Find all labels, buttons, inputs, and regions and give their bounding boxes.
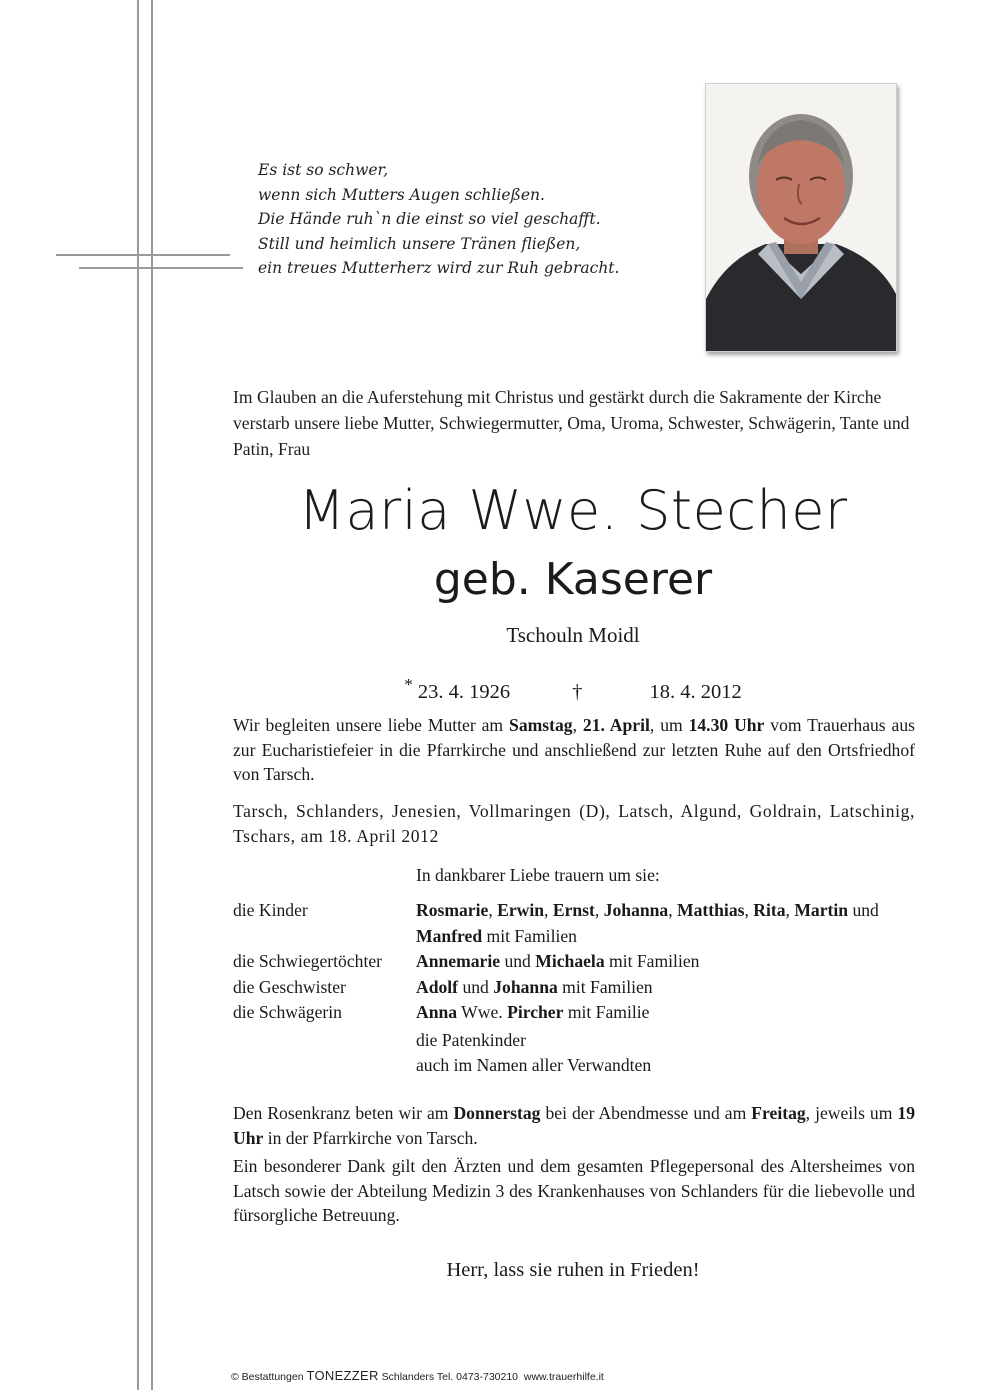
- funeral-home-brand: TONEZZER: [306, 1368, 379, 1383]
- family-names: Adolf und Johanna mit Familien: [416, 976, 653, 997]
- funeral-day: Samstag: [509, 715, 573, 735]
- poem-line: wenn sich Mutters Augen schließen.: [258, 185, 545, 204]
- family-row-godchildren: [233, 1028, 923, 1054]
- birth-date: * 23. 4. 1926: [404, 675, 511, 703]
- death-date: † 18. 4. 2012: [572, 680, 742, 703]
- family-row-children: [233, 898, 923, 949]
- godchildren: die Patenkinder: [416, 1029, 526, 1050]
- family-label: die Kinder: [233, 900, 308, 920]
- portrait-illustration: [706, 84, 896, 351]
- cross-horizontal-line-2: [79, 267, 243, 269]
- birth-name: geb. Kaserer: [433, 554, 713, 605]
- closing-blessing: Herr, lass sie ruhen in Frieden!: [446, 1259, 700, 1281]
- poem-line: ein treues Mutterherz wird zur Ruh gebracht.: [258, 259, 620, 278]
- family-row-relatives: [233, 1053, 923, 1079]
- thanks-paragraph: Ein besonderer Dank gilt den Ärzten und dem gesamten Pflegepersonal des Altersheimes von Latsch sowie der Abteilung Medizin 3 des Krankenhauses von Schlanders für die liebevolle und fürsorgliche Betreuung.: [233, 1156, 915, 1225]
- family-row-siblings: [233, 975, 923, 1001]
- places-and-date: Tarsch, Schlanders, Jenesien, Vollmaringen (D), Latsch, Algund, Goldrain, Latschinig, Tschars, am 18. April 2012: [233, 801, 915, 846]
- cross-vertical-line-2: [151, 0, 153, 1390]
- poem-line: Die Hände ruh`n die einst so viel geschafft.: [258, 210, 601, 229]
- death-cross-icon: †: [572, 680, 583, 703]
- family-label: die Geschwister: [233, 976, 346, 997]
- relatives: auch im Namen aller Verwandten: [416, 1055, 652, 1075]
- family-row-sisters-in-law: [233, 1000, 923, 1026]
- birth-star-icon: *: [404, 675, 413, 694]
- family-row-daughters-in-law: [233, 949, 923, 975]
- mourners-heading: In dankbarer Liebe trauern um sie:: [416, 865, 660, 885]
- memorial-poem: [258, 158, 688, 281]
- life-dates: [233, 670, 913, 707]
- family-names: Annemarie und Michaela mit Familien: [416, 951, 700, 971]
- nickname: Tschouln Moidl: [506, 623, 640, 647]
- portrait-photo: [705, 83, 897, 352]
- family-names: Anna Wwe. Pircher mit Familie: [416, 1002, 650, 1022]
- poem-line: Still und heimlich unsere Tränen fließen,: [258, 234, 581, 253]
- funeral-time: 14.30 Uhr: [688, 715, 765, 735]
- funeral-date: 21. April: [582, 715, 650, 735]
- cross-horizontal-line-1: [56, 254, 230, 256]
- rosary-paragraph: Den Rosenkranz beten wir am Donnerstag bei der Abendmesse und am Freitag, jeweils um 19 Uhr in der Pfarrkirche von Tarsch.: [233, 1103, 916, 1148]
- poem-line: Es ist so schwer,: [258, 161, 389, 179]
- footer-website[interactable]: www.trauerhilfe.it: [523, 1371, 604, 1383]
- footer-phone: Tel. 0473-730210: [436, 1371, 519, 1383]
- family-names: Rosmarie, Erwin, Ernst, Johanna, Matthias, Rita, Martin und Manfred mit Familien: [416, 900, 879, 946]
- deceased-name: Maria Wwe. Stecher: [298, 479, 848, 542]
- cross-vertical-line-1: [137, 0, 139, 1390]
- intro-paragraph: Im Glauben an die Auferstehung mit Christus und gestärkt durch die Sakramente der Kirche verstarb unsere liebe Mutter, Schwiegermutter, Oma, Uroma, Schwester, Schwägerin, Tante und Patin, Frau: [233, 387, 910, 459]
- funeral-paragraph: Wir begleiten unsere liebe Mutter am Samstag, 21. April, um 14.30 Uhr vom Trauerhaus aus zur Eucharistiefeier in die Pfarrkirche und anschließend zur letzten Ruhe auf den Ortsfriedhof von Tarsch.: [233, 715, 916, 784]
- family-list: [233, 898, 923, 1079]
- family-label: die Schwiegertöchter: [233, 951, 382, 971]
- family-label: die Schwägerin: [233, 1002, 342, 1022]
- footer-credit: © Bestattungen TONEZZER Schlanders Tel. 0473-730210 www.trauerhilfe.it: [231, 1368, 604, 1383]
